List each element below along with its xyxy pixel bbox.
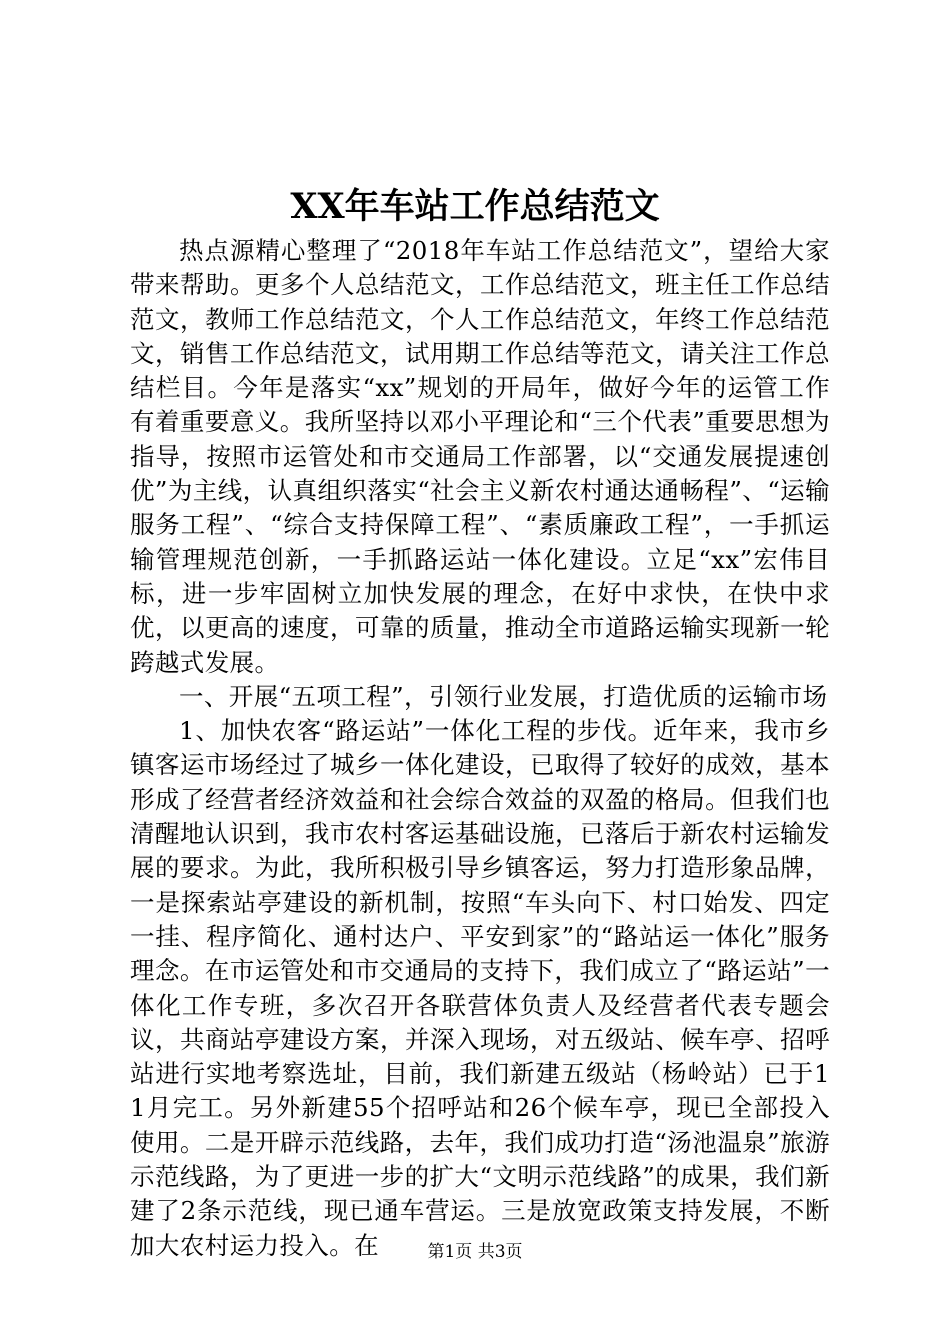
paragraph-section-heading: 一、开展“五项工程”，引领行业发展，打造优质的运输市场 [179,681,828,711]
paragraph-item-1: 1、加快农客“路运站”一体化工程的步伐。近年来，我市乡镇客运市场经过了城乡一体化建设，已取得了较好的成效，基本形成了经营者经济效益和社会综合效益的双盈的格局。但我们也清醒地认识到，我市农村客运基础设施，已落后于新农村运输发展的要求。为此，我所积极引导乡镇客运，努力打造形象品牌，一是探索站亭建设的新机制，按照“车头向下、村口始发、四定一挂、程序简化、通村达户、平安到家”的“路站运一体化”服务理念。在市运管处和市交通局的支持下，我们成立了“路运站”一体化工作专班，多次召开各联营体负责人及经营者代表专题会议，共商站亭建设方案，并深入现场，对五级站、候车亭、招呼站进行实地考察选址，目前，我们新建五级站（杨岭站）已于11月完工。另外新建55个招呼站和26个候车亭，现已全部投入使用。二是开辟示范线路，去年，我们成功打造“汤池温泉”旅游示范线路，为了更进一步的扩大“文明示范线路”的成果，我们新建了2条示范线，现已通车营运。三是放宽政策支持发展，不断加大农村运力投入。在 [130,716,830,1260]
document-body [130,234,830,1263]
document-title: XX年车站工作总结范文 [290,186,660,227]
page-footer: 第1页 共3页 [427,1242,523,1262]
paragraph-intro: 热点源精心整理了“2018年车站工作总结范文”，望给大家带来帮助。更多个人总结范文，工作总结范文，班主任工作总结范文，教师工作总结范文，个人工作总结范文，年终工作总结范文，销售工作总结范文，试用期工作总结等范文，请关注工作总结栏目。今年是落实“xx”规划的开局年，做好今年的运管工作有着重要意义。我所坚持以邓小平理论和“三个代表”重要思想为指导，按照市运管处和市交通局工作部署，以“交通发展提速创优”为主线，认真组织落实“社会主义新农村通达通畅程”、“运输服务工程”、“综合支持保障工程”、“素质廉政工程”，一手抓运输管理规范创新，一手抓路运站一体化建设。立足“xx”宏伟目标，进一步牢固树立加快发展的理念，在好中求快，在快中求优，以更高的速度，可靠的质量，推动全市道路运输实现新一轮跨越式发展。 [130,236,830,677]
